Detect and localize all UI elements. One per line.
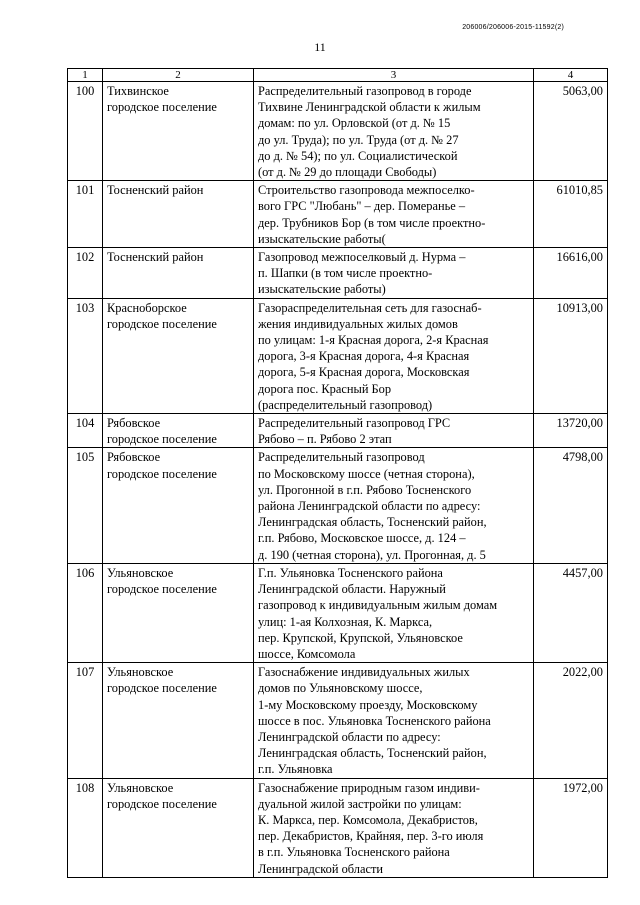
projects-table — [67, 68, 608, 878]
project-description-line: дер. Трубников Бор (в том числе проектно- — [258, 215, 486, 230]
project-description-line: Газоснабжение природным газом индиви- — [258, 780, 480, 795]
project-description-line: (распределительный газопровод) — [258, 397, 433, 412]
municipality-name — [103, 181, 254, 248]
row-number: 108 — [68, 778, 103, 877]
project-description-line: вого ГРС "Любань" – дер. Померанье – — [258, 199, 466, 214]
amount-value: 1972,00 — [534, 778, 608, 877]
project-description-line: Ленинградская область, Тосненский район, — [258, 515, 487, 530]
municipality-name-line: Ульяновское — [107, 665, 174, 680]
municipality-name-line: Ульяновское — [107, 565, 174, 580]
table-row — [68, 563, 608, 662]
project-description-line: изыскательские работы( — [258, 231, 386, 246]
project-description-line: газопровод к индивидуальным жилым домам — [258, 598, 498, 613]
row-number: 100 — [68, 82, 103, 181]
project-description — [254, 248, 534, 299]
column-number-4: 4 — [534, 69, 608, 82]
project-description-line: в г.п. Ульяновка Тосненского района — [258, 845, 450, 860]
row-number: 107 — [68, 663, 103, 778]
row-number: 101 — [68, 181, 103, 248]
municipality-name-line: городское поселение — [107, 796, 217, 811]
project-description — [254, 663, 534, 778]
amount-value: 61010,85 — [534, 181, 608, 248]
project-description-line: Ленинградской области по адресу: — [258, 729, 441, 744]
municipality-name — [103, 414, 254, 448]
project-description-line: К. Маркса, пер. Комсомола, Декабристов, — [258, 812, 478, 827]
project-description-line: дорога, 5-я Красная дорога, Московская — [258, 365, 470, 380]
municipality-name-line: городское поселение — [107, 582, 217, 597]
project-description-line: дорога пос. Красный Бор — [258, 381, 392, 396]
project-description-line: Распределительный газопровод — [258, 450, 425, 465]
project-description — [254, 414, 534, 448]
project-description-line: пер. Декабристов, Крайняя, пер. 3-го июля — [258, 829, 484, 844]
project-description-line: Газопровод межпоселковый д. Нурма – — [258, 250, 466, 265]
project-description-line: п. Шапки (в том числе проектно- — [258, 266, 433, 281]
project-description-line: Распределительный газопровод ГРС — [258, 416, 451, 431]
table-row — [68, 414, 608, 448]
project-description-line: Газораспределительная сеть для газоснаб- — [258, 300, 482, 315]
project-description — [254, 778, 534, 877]
project-description-line: Строительство газопровода межпоселко- — [258, 183, 475, 198]
amount-value: 16616,00 — [534, 248, 608, 299]
municipality-name-line: Тихвинское — [107, 84, 169, 98]
municipality-name-line: городское поселение — [107, 681, 217, 696]
project-description-line: домам: по ул. Орловской (от д. № 15 — [258, 116, 451, 131]
project-description-line: Ленинградской области. Наружный — [258, 582, 446, 597]
project-description-line: Тихвине Ленинградской области к жилым — [258, 100, 481, 115]
municipality-name-line: Тосненский район — [107, 250, 204, 265]
municipality-name — [103, 663, 254, 778]
project-description-line: улиц: 1-ая Колхозная, К. Маркса, — [258, 614, 433, 629]
municipality-name — [103, 563, 254, 662]
project-description — [254, 448, 534, 563]
project-description-line: Ленинградской области — [258, 861, 384, 876]
municipality-name — [103, 778, 254, 877]
project-description — [254, 82, 534, 181]
municipality-name — [103, 82, 254, 181]
table-row — [68, 448, 608, 563]
project-description-line: до ул. Труда); по ул. Труда (от д. № 27 — [258, 132, 459, 147]
municipality-name-line: городское поселение — [107, 100, 217, 115]
row-number: 106 — [68, 563, 103, 662]
municipality-name — [103, 248, 254, 299]
project-description-line: (от д. № 29 до площади Свободы) — [258, 165, 437, 180]
project-description-line: Рябово – п. Рябово 2 этап — [258, 432, 392, 447]
amount-value: 5063,00 — [534, 82, 608, 181]
municipality-name-line: Тосненский район — [107, 183, 204, 198]
project-description-line: Г.п. Ульяновка Тосненского района — [258, 565, 443, 580]
project-description-line: изыскательские работы) — [258, 282, 386, 297]
row-number: 102 — [68, 248, 103, 299]
row-number: 104 — [68, 414, 103, 448]
project-description-line: Ленинградская область, Тосненский район, — [258, 746, 487, 761]
project-description-line: района Ленинградской области по адресу: — [258, 499, 481, 514]
project-description-line: шоссе в пос. Ульяновка Тосненского района — [258, 713, 491, 728]
row-number: 103 — [68, 298, 103, 413]
table-row — [68, 663, 608, 778]
project-description — [254, 298, 534, 413]
project-description-line: д. 190 (четная сторона), ул. Прогонная, д. 5 — [258, 547, 486, 562]
project-description-line: до д. № 54); по ул. Социалистической — [258, 148, 458, 163]
table-row — [68, 82, 608, 181]
municipality-name-line: городское поселение — [107, 432, 217, 447]
project-description-line: домов по Ульяновскому шоссе, — [258, 681, 423, 696]
table-row — [68, 181, 608, 248]
table-body — [68, 69, 608, 878]
amount-value: 4798,00 — [534, 448, 608, 563]
table-row — [68, 778, 608, 877]
table-row — [68, 298, 608, 413]
municipality-name-line: Рябовское — [107, 450, 161, 465]
municipality-name-line: Красноборское — [107, 300, 187, 315]
project-description-line: 1-му Московскому проезду, Московскому — [258, 697, 478, 712]
project-description-line: г.п. Ульяновка — [258, 762, 333, 777]
municipality-name — [103, 298, 254, 413]
municipality-name-line: Ульяновское — [107, 780, 174, 795]
column-number-3: 3 — [254, 69, 534, 82]
column-number-row — [68, 69, 608, 82]
row-number: 105 — [68, 448, 103, 563]
project-description-line: шоссе, Комсомола — [258, 646, 356, 661]
amount-value: 2022,00 — [534, 663, 608, 778]
project-description-line: Распределительный газопровод в городе — [258, 84, 472, 98]
project-description-line: жения индивидуальных жилых домов — [258, 316, 458, 331]
project-description — [254, 563, 534, 662]
project-description-line: г.п. Рябово, Московское шоссе, д. 124 – — [258, 531, 466, 546]
project-description-line: дорога, 3-я Красная дорога, 4-я Красная — [258, 349, 470, 364]
project-description-line: по Московскому шоссе (четная сторона), — [258, 466, 475, 481]
project-description — [254, 181, 534, 248]
document-id: 206006/206006-2015-11592(2) — [462, 24, 564, 31]
municipality-name-line: Рябовское — [107, 416, 161, 431]
project-description-line: Газоснабжение индивидуальных жилых — [258, 665, 470, 680]
municipality-name-line: городское поселение — [107, 466, 217, 481]
table-row — [68, 248, 608, 299]
project-description-line: по улицам: 1-я Красная дорога, 2-я Красная — [258, 333, 489, 348]
amount-value: 4457,00 — [534, 563, 608, 662]
page-number: 11 — [314, 40, 326, 54]
project-description-line: пер. Крупской, Крупской, Ульяновское — [258, 630, 463, 645]
amount-value: 10913,00 — [534, 298, 608, 413]
column-number-2: 2 — [103, 69, 254, 82]
amount-value: 13720,00 — [534, 414, 608, 448]
project-description-line: дуальной жилой застройки по улицам: — [258, 796, 462, 811]
municipality-name — [103, 448, 254, 563]
column-number-1: 1 — [68, 69, 103, 82]
project-description-line: ул. Прогонной в г.п. Рябово Тосненского — [258, 482, 472, 497]
municipality-name-line: городское поселение — [107, 316, 217, 331]
